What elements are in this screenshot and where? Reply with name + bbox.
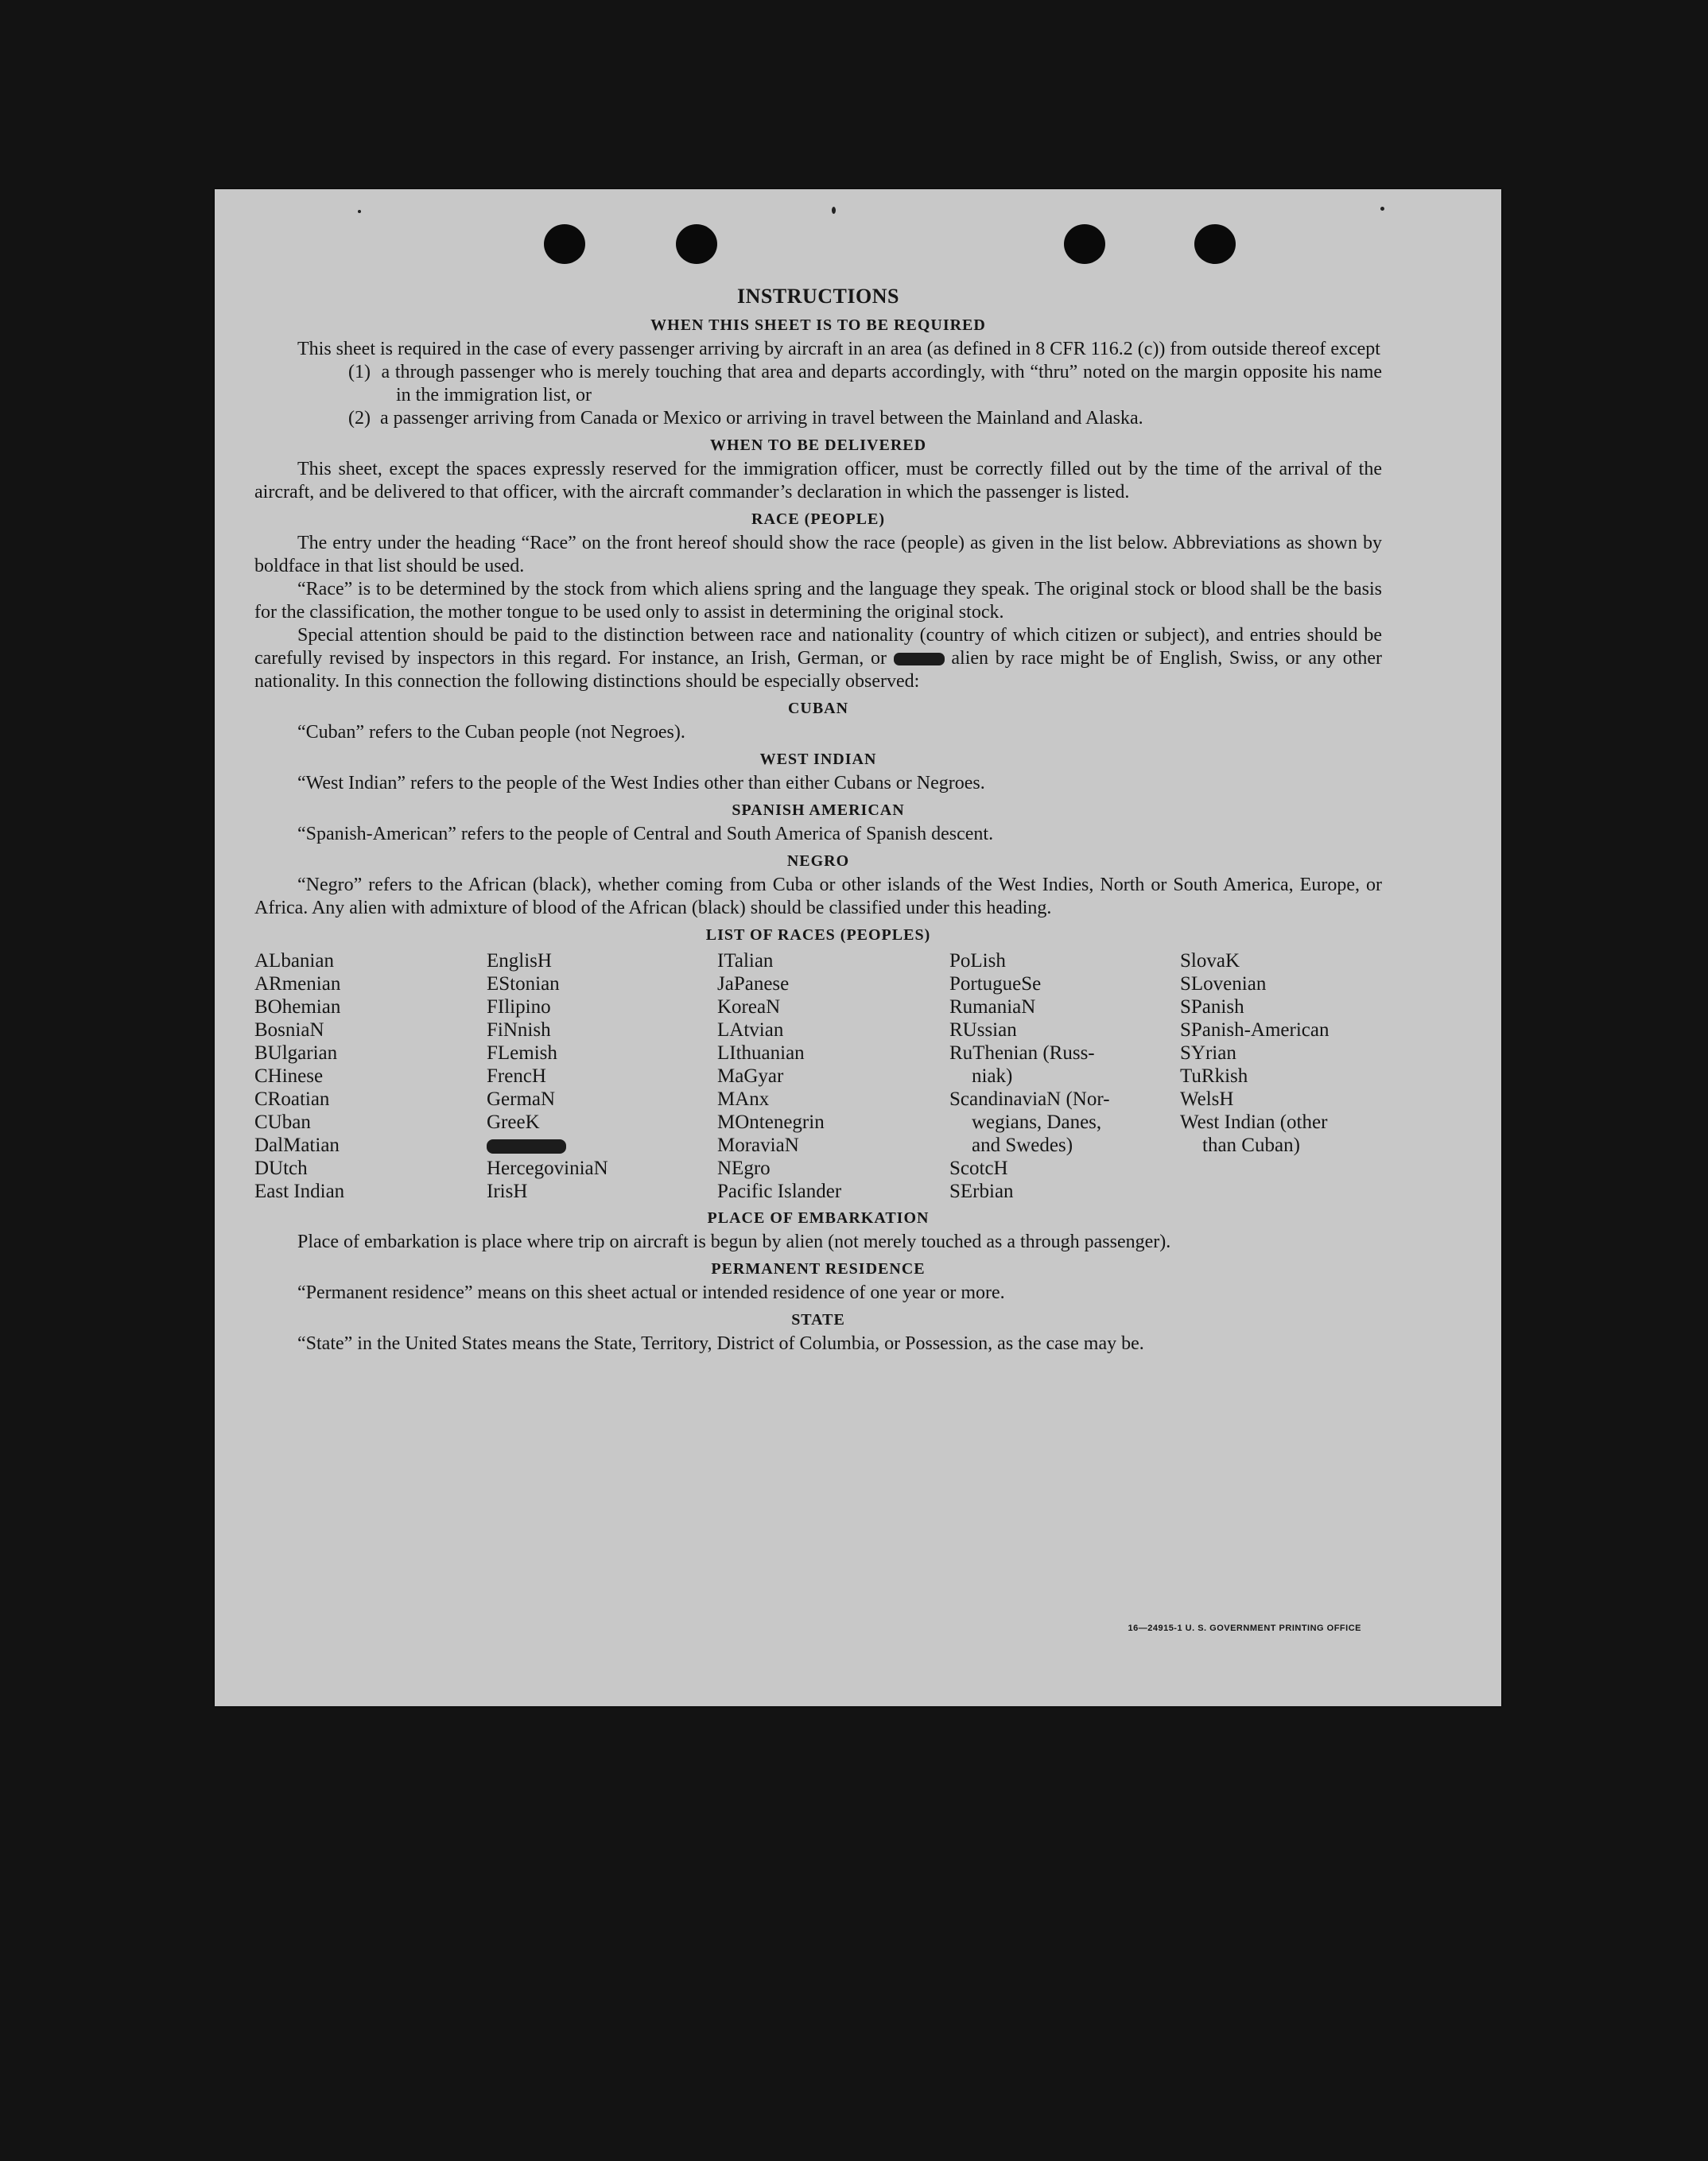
race-entry: FrencH [487,1065,546,1087]
race-entry-continued: niak) [972,1065,1013,1087]
race-entry: West Indian (other [1180,1112,1328,1133]
race-entry: East Indian [254,1181,345,1202]
page-title: INSTRUCTIONS [737,285,899,308]
punch-hole [676,224,717,264]
heading-cuban: CUBAN [787,700,849,717]
race-entry: MoraviaN [717,1135,799,1156]
punch-hole [1064,224,1105,264]
race-entry: ARmenian [254,973,341,995]
race-entry: EnglisH [487,950,552,972]
redaction-mark [487,1139,566,1154]
race-entry: RuThenian (Russ- [949,1042,1095,1064]
instruction-sheet [215,189,1501,1706]
race-entry: GreeK [487,1112,540,1133]
race-entry: IrisH [487,1181,528,1202]
punch-hole [544,224,585,264]
race-entry: NEgro [717,1158,771,1179]
speck [832,207,836,214]
race-entry: SLovenian [1180,973,1267,995]
race-entry: ScotcH [949,1158,1008,1179]
races-column-2 [487,949,717,1203]
spanish-american-text: “Spanish-American” refers to the people of Central and South America of Spanish descent. [297,824,994,844]
race-entry: PoLish [949,950,1006,972]
heading-list-of-races: LIST OF RACES (PEOPLES) [705,926,931,944]
heading-when-delivered: WHEN TO BE DELIVERED [709,436,927,454]
race-entry: PortugueSe [949,973,1042,995]
cuban-text: “Cuban” refers to the Cuban people (not Negroes). [297,722,685,743]
heading-negro: NEGRO [786,852,850,870]
race-entry: WelsH [1180,1088,1234,1110]
race-entry: SErbian [949,1181,1014,1202]
races-list [254,949,1382,1203]
heading-permanent-residence: PERMANENT RESIDENCE [711,1260,926,1278]
race-entry: BUlgarian [254,1042,338,1064]
item-text: a passenger arriving from Canada or Mexico or arriving in travel between the Mainland and Alaska. [379,408,1143,429]
race-entry: RUssian [949,1019,1017,1041]
race-entry-continued: and Swedes) [972,1135,1073,1156]
race-paragraph-1: The entry under the heading “Race” on the front hereof should show the race (people) as given in the list below. Abbreviations as shown by boldface in that list should be used. [254,533,1382,576]
race-entry: CUban [254,1112,311,1133]
heading-spanish-american: SPANISH AMERICAN [732,801,905,819]
race-entry: LIthuanian [717,1042,805,1064]
race-entry: CHinese [254,1065,324,1087]
races-column-3 [717,949,949,1203]
state-text: “State” in the United States means the State, Territory, District of Columbia, or Possession, as the case may be. [297,1333,1144,1354]
race-entry: SlovaK [1180,950,1240,972]
race-entry: MaGyar [717,1065,784,1087]
residence-text: “Permanent residence” means on this sheet actual or intended residence of one year or more. [297,1282,1005,1303]
heading-west-indian: WEST INDIAN [759,751,877,768]
race-entry: SYrian [1180,1042,1236,1064]
redaction-mark [894,653,945,665]
race-entry: BosniaN [254,1019,324,1041]
exception-item-2 [348,407,1382,430]
item-text: a through passenger who is merely touching that area and departs accordingly, with “thru” noted on the margin opposite his name in the immigration list, or [381,362,1383,405]
race-entry: BOhemian [254,996,341,1018]
race-entry: TuRkish [1180,1065,1248,1087]
speck [358,210,361,213]
when-delivered-text: This sheet, except the spaces expressly reserved for the immigration officer, must be correctly filled out by the time of the arrival of the aircraft, and be delivered to that officer, with the aircraft commander’s declaration in which the passenger is listed. [254,459,1382,502]
race-entry: JaPanese [717,973,790,995]
race-p3-part2: alien by race might be of English, Swiss, or any other nationality. In this connection the following distinctions should be especially observed: [254,648,1383,692]
heading-when-required: WHEN THIS SHEET IS TO BE REQUIRED [650,316,986,334]
race-p3-part1: Special attention should be paid to the distinction between race and nationality (country of which citizen or subject), and entries should be carefully revised by inspectors in this regard. For instance, an Irish, German, or [254,625,1382,669]
race-entry: DUtch [254,1158,308,1179]
race-entry: KoreaN [717,996,781,1018]
race-entry-redacted [487,1134,717,1157]
race-entry: CRoatian [254,1088,330,1110]
instructions-body [254,285,1382,1356]
race-entry: FLemish [487,1042,557,1064]
races-column-4 [949,949,1180,1203]
race-entry: Pacific Islander [717,1181,842,1202]
race-paragraph-3 [254,624,1382,693]
race-entry: HercegoviniaN [487,1158,608,1179]
race-entry: EStonian [487,973,560,995]
embarkation-text: Place of embarkation is place where trip on aircraft is begun by alien (not merely touched as a through passenger). [297,1232,1171,1252]
west-indian-text: “West Indian” refers to the people of the West Indies other than either Cubans or Negroes. [297,773,985,793]
race-entry: MAnx [717,1088,770,1110]
race-entry: DalMatian [254,1135,340,1156]
speck [1380,207,1384,211]
race-entry: RumaniaN [949,996,1036,1018]
negro-text: “Negro” refers to the African (black), whether coming from Cuba or other islands of the West Indies, North or South America, Europe, or Africa. Any alien with admixture of blood of the African (black) should be classified under this heading. [254,875,1382,918]
race-paragraph-2: “Race” is to be determined by the stock from which aliens spring and the language they speak. The original stock or blood shall be the basis for the classification, the mother tongue to be used only to assist in determining the original stock. [254,579,1382,623]
race-entry: ScandinaviaN (Nor- [949,1088,1110,1110]
races-column-1 [254,949,487,1203]
exception-item-1 [348,361,1382,407]
heading-state: STATE [791,1311,845,1329]
race-entry: FiNnish [487,1019,551,1041]
item-number: (1) [348,362,371,382]
race-entry: SPanish [1180,996,1244,1018]
race-entry: SPanish-American [1180,1019,1330,1041]
race-entry: ALbanian [254,950,334,972]
race-entry-continued: wegians, Danes, [972,1112,1102,1133]
heading-embarkation: PLACE OF EMBARKATION [707,1209,930,1227]
item-number: (2) [348,408,371,429]
race-entry: GermaN [487,1088,556,1110]
punch-hole [1194,224,1236,264]
race-entry: LAtvian [717,1019,784,1041]
printing-office-note: 16—24915-1 U. S. GOVERNMENT PRINTING OFFICE [1128,1624,1361,1633]
race-entry: ITalian [717,950,774,972]
race-entry: FIlipino [487,996,551,1018]
heading-race: RACE (PEOPLE) [751,510,885,528]
race-entry-continued: than Cuban) [1202,1135,1300,1156]
races-column-5 [1180,949,1382,1203]
when-required-intro: This sheet is required in the case of every passenger arriving by aircraft in an area (as defined in 8 CFR 116.2 (c)) from outside thereof except [297,339,1380,359]
race-entry: MOntenegrin [717,1112,825,1133]
